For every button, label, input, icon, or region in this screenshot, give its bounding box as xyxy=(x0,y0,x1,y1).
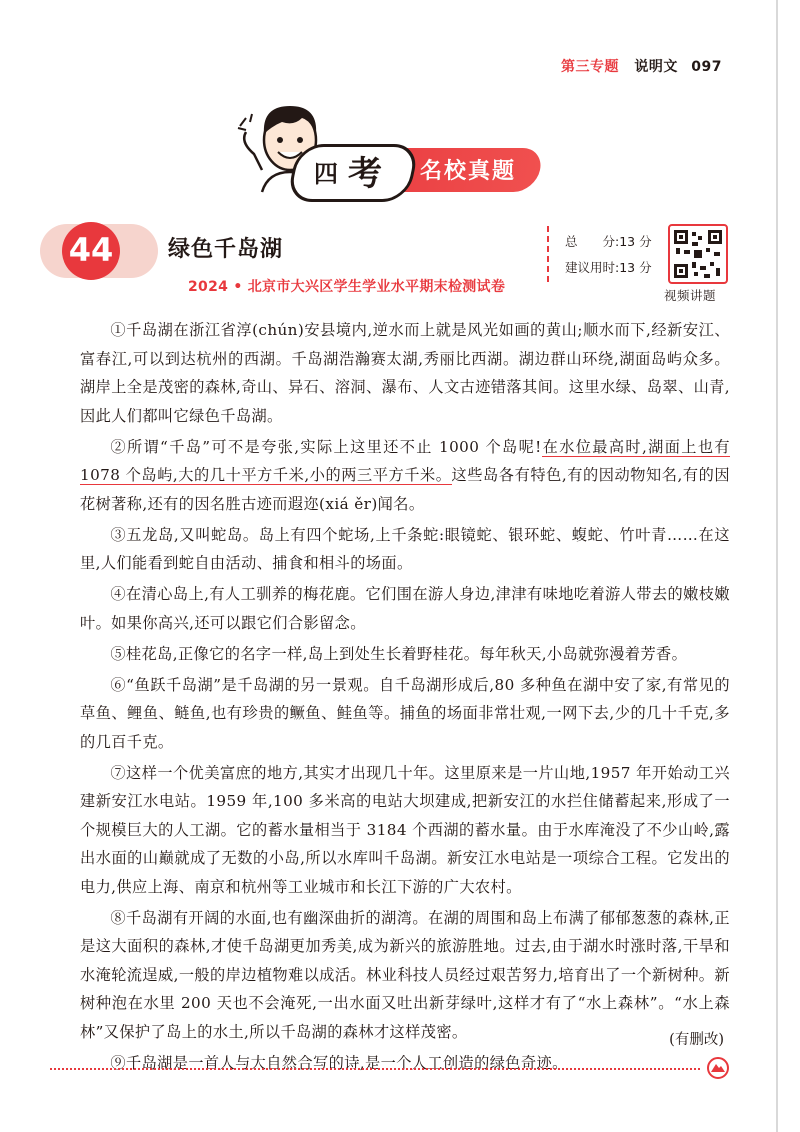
banner-kao: 考 xyxy=(348,154,382,194)
paragraph-4: ④在清心岛上,有人工驯养的梅花鹿。它们围在游人身边,津津有味地吃着游人带去的嫩枝嫩叶。如果你高兴,还可以跟它们合影留念。 xyxy=(80,585,730,632)
lesson-title: 绿色千岛湖 xyxy=(168,237,284,262)
banner-prefix: 四 xyxy=(314,160,338,188)
page-number: 097 xyxy=(691,59,722,75)
lesson-number-badge xyxy=(40,224,158,278)
paragraph-8: ⑧千岛湖有开阔的水面,也有幽深曲折的湖湾。在湖的周围和岛上布满了郁郁葱葱的森林,正是这大面积的森林,才使千岛湖更加秀美,成为新兴的旅游胜地。过去,由于湖水时涨时落,干旱和水淹轮流逞威,一般的岸边植物难以成活。林业科技人员经过艰苦努力,培育出了一个新树种。新树种泡在水里 200 天也不会淹死,一出水面又吐出新芽绿叶,这样才有了“水上森林”。“水上森林”又保护了岛上的水土,所以千岛湖的森林才这样茂密。 xyxy=(80,908,730,1041)
lesson-source: 2024 • 北京市大兴区学生学业水平期末检测试卷 xyxy=(188,279,506,295)
paragraph-1: ①千岛湖在浙江省淳(chún)安县境内,逆水而上就是风光如画的黄山;顺水而下,经新安江、富春江,可以到达杭州的西湖。千岛湖浩瀚赛太湖,秀丽比西湖。湖边群山环绕,湖面岛屿众多。湖岸上全是茂密的森林,奇山、异石、溶洞、瀑布、人文古迹错落其间。这里水绿、岛翠、山青,因此人们都叫它绿色千岛湖。 xyxy=(80,321,730,425)
header-genre: 说明文 xyxy=(634,59,678,75)
paragraph-9: ⑨千岛湖是一首人与大自然合写的诗,是一个人工创造的绿色奇迹。 xyxy=(110,1053,568,1072)
score-info-box xyxy=(547,226,667,282)
underlined-sentence: 在水位最高时,湖面上也有 1078 个岛屿,大的几十平方千米,小的两三平方千米。 xyxy=(80,437,730,484)
paragraph-5: ⑤桂花岛,正像它的名字一样,岛上到处生长着野桂花。每年秋天,小岛就弥漫着芳香。 xyxy=(110,644,688,663)
page-edge xyxy=(776,0,778,1132)
header-topic: 第三专题 xyxy=(561,59,620,75)
total-score: 总 分:13 分 xyxy=(565,234,652,249)
edit-note: (有删改) xyxy=(669,1032,724,1048)
paragraph-2: ②所谓“千岛”可不是夸张,实际上这里还不止 1000 个岛呢!在水位最高时,湖面上也有 1078 个岛屿,大的几十平方千米,小的两三平方千米。这些岛各有特色,有的因动物知名,有的因花树著称,还有的因名胜古迹而遐迩(xiá ěr)闻名。 xyxy=(80,437,731,513)
paragraph-6: ⑥“鱼跃千岛湖”是千岛湖的另一景观。自千岛湖形成后,80 多种鱼在湖中安了家,有常见的草鱼、鲤鱼、鲢鱼,也有珍贵的鳜鱼、鲑鱼等。捕鱼的场面非常壮观,一网下去,少的几十千克,多的几百千克。 xyxy=(80,675,730,751)
banner-subtitle: 名校真题 xyxy=(420,159,517,184)
paragraph-3: ③五龙岛,又叫蛇岛。岛上有四个蛇场,上千条蛇:眼镜蛇、银环蛇、蝮蛇、竹叶青……在这里,人们能看到蛇自由活动、捕食和相斗的场面。 xyxy=(80,525,730,572)
exam-banner xyxy=(292,148,544,194)
lesson-number: 44 xyxy=(68,231,114,269)
video-lecture-label: 视频讲题 xyxy=(664,288,717,303)
running-header xyxy=(561,56,722,76)
suggested-time: 建议用时:13 分 xyxy=(565,260,652,275)
mountain-logo-icon xyxy=(706,1056,730,1080)
section-banner xyxy=(232,96,552,206)
footer-dotted-rule xyxy=(50,1068,700,1070)
article-body xyxy=(80,316,730,1080)
paragraph-7: ⑦这样一个优美富庶的地方,其实才出现几十年。这里原来是一片山地,1957 年开始动工兴建新安江水电站。1959 年,100 多米高的电站大坝建成,把新安江的水拦住储蓄起来,形成了一个规模巨大的人工湖。它的蓄水量相当于 3184 个西湖的蓄水量。由于水库淹没了不少山岭,露出水面的山巅就成了无数的小岛,所以水库叫千岛湖。新安江水电站是一项综合工程。它发出的电力,供应上海、南京和杭州等工业城市和长江下游的广大农村。 xyxy=(80,763,730,896)
qr-code-icon[interactable] xyxy=(668,224,728,284)
